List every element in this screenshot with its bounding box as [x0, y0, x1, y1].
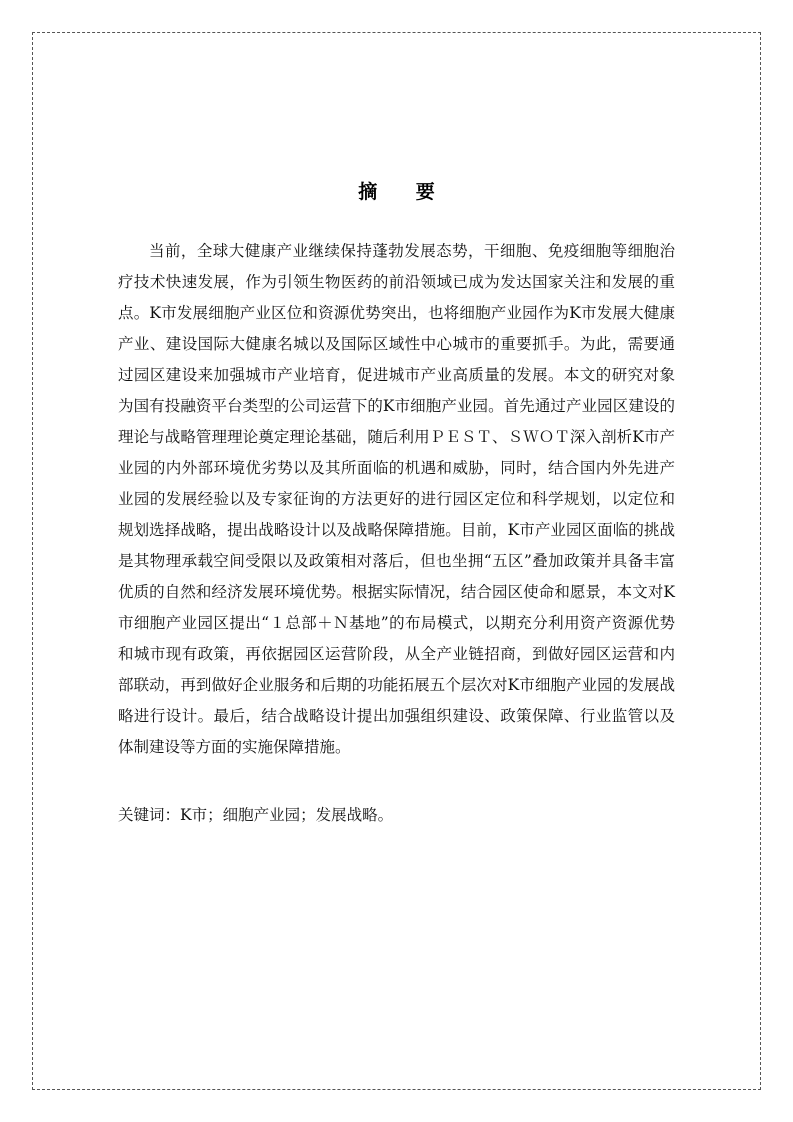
- keywords-line: 关键词：K市；细胞产业园；发展战略。: [118, 806, 394, 824]
- abstract-title: 摘 要: [358, 181, 451, 203]
- abstract-body: 当前，全球大健康产业继续保持蓬勃发展态势，干细胞、免疫细胞等细胞治疗技术快速发展，作为引领生物医药的前沿领域已成为发达国家关注和发展的重点。K市发展细胞产业区位和资源优势突出，也将细胞产业园作为K市发展大健康产业、建设国际大健康名城以及国际区域性中心城市的重要抓手。为此，需要通过园区建设来加强城市产业培育，促进城市产业高质量的发展。本文的研究对象为国有投融资平台类型的公司运营下的K市细胞产业园。首先通过产业园区建设的理论与战略管理理论奠定理论基础，随后利用ＰＥＳＴ、ＳＷＯＴ深入剖析K市产业园的内外部环境优劣势以及其所面临的机遇和威胁，同时，结合国内外先进产业园的发展经验以及专家征询的方法更好的进行园区定位和科学规划，以定位和规划选择战略，提出战略设计以及战略保障措施。目前，K市产业园区面临的挑战是其物理承载空间受限以及政策相对落后，但也坐拥“五区”叠加政策并具备丰富优质的自然和经济发展环境优势。根据实际情况，结合园区使命和愿景，本文对K市细胞产业园区提出“１总部＋Ｎ基地”的布局模式，以期充分利用资产资源优势和城市现有政策，再依据园区运营阶段，从全产业链招商，到做好园区运营和内部联动，再到做好企业服务和后期的功能拓展五个层次对K市细胞产业园的发展战略进行设计。最后，结合战略设计提出加强组织建设、政策保障、行业监管以及体制建设等方面的实施保障措施。: [118, 242, 675, 756]
